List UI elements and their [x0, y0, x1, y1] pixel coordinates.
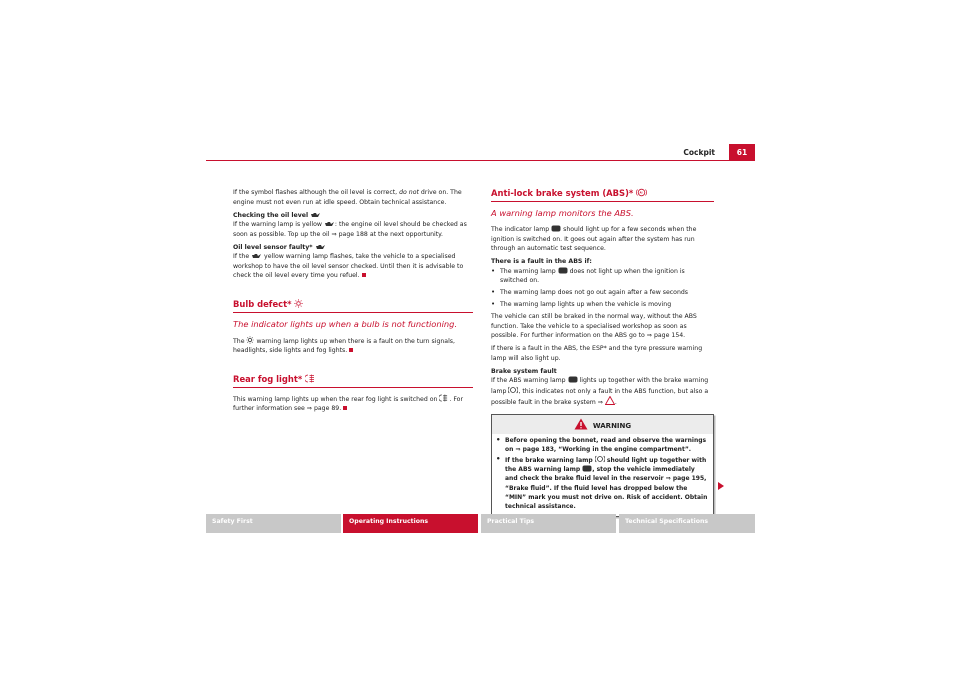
warning-item: • Before opening the bonnet, read and observe the warnings on ⇒ page 183, “Working in the engine compartment”. [496, 436, 709, 454]
tab-technical-specifications[interactable]: Technical Specifications [619, 514, 755, 533]
oil-intro-paragraph: If the symbol flashes although the oil level is correct, do not drive on. The engine must not even run at idle speed. Obtain technical assistance. [233, 189, 462, 206]
oil-can-icon [315, 244, 326, 250]
oil-can-icon [310, 212, 321, 218]
bulb-defect-subtitle: The indicator lights up when a bulb is not functioning. [233, 318, 458, 329]
page-header [206, 144, 755, 161]
rear-fog-light-icon [439, 394, 449, 402]
warning-box [491, 414, 714, 518]
tab-safety-first[interactable]: Safety First [206, 514, 341, 533]
abs-fault-item: • The warning lamp does not light up when the ignition is switched on. [491, 267, 714, 286]
abs-icon [582, 465, 592, 472]
abs-icon [636, 188, 647, 197]
oil-sensor-heading: Oil level sensor faulty* [233, 243, 473, 253]
abs-intro-paragraph: The indicator lamp should light up for a few seconds when the ignition is switched on. It goes out again after the system has run through an automatic test sequence. [491, 226, 697, 252]
abs-fault-heading: There is a fault in the ABS if: [491, 258, 592, 265]
oil-sensor-paragraph: If the yellow warning lamp flashes, take the vehicle to a specialised workshop to have the oil level sensor checked. Until then it is advisable to check the oil level every time you refuel. [233, 253, 464, 279]
abs-title: Anti-lock brake system (ABS)* [491, 188, 714, 202]
warning-triangle-icon [605, 396, 615, 405]
bulb-defect-title: Bulb defect* [233, 299, 473, 313]
oil-can-icon [324, 221, 335, 227]
oil-can-icon [251, 253, 262, 259]
section-end-marker [343, 406, 347, 410]
right-column [491, 188, 714, 517]
warning-triangle-icon [574, 418, 588, 430]
brake-warning-icon [508, 386, 518, 394]
abs-subtitle: A warning lamp monitors the ABS. [491, 208, 634, 218]
tab-operating-instructions[interactable]: Operating Instructions [343, 514, 478, 533]
abs-esp-paragraph: If there is a fault in the ABS, the ESP* and the tyre pressure warning lamp will also light up. [491, 345, 703, 362]
warning-body [492, 434, 713, 517]
chapter-title: Cockpit [683, 148, 715, 157]
header-rule [206, 160, 755, 161]
bulb-icon [294, 299, 303, 308]
checking-oil-paragraph: If the warning lamp is yellow : the engine oil level should be checked as soon as possible. Top up the oil ⇒ page 188 at the next opportunity. [233, 221, 467, 238]
next-page-arrow-icon[interactable] [718, 482, 724, 490]
abs-fault-item: • The warning lamp lights up when the vehicle is moving [491, 300, 714, 310]
warning-item: • If the brake warning lamp should light up together with the ABS warning lamp , stop the vehicle immediately and check the brake fluid level in the reservoir ⇒ page 195, “Brake fluid”. If the fluid level has dropped below the “MIN” mark you must not drive on. Risk of accident. Obtain technical assistance. [496, 455, 709, 511]
tab-practical-tips[interactable]: Practical Tips [481, 514, 616, 533]
checking-oil-heading: Checking the oil level [233, 211, 473, 221]
rear-fog-light-paragraph: This warning lamp lights up when the rear fog light is switched on . For further information see ⇒ page 89. [233, 395, 464, 412]
page-number: 61 [729, 144, 755, 161]
rear-fog-light-title: Rear fog light* [233, 374, 473, 388]
brake-warning-icon [595, 455, 605, 463]
bulb-defect-paragraph: The warning lamp lights up when there is a fault on the turn signals, headlights, side lights and fog lights. [233, 337, 455, 354]
abs-icon [568, 376, 578, 383]
brake-fault-paragraph: If the ABS warning lamp lights up together with the brake warning lamp , this indicates not only a fault in the ABS function, but also a possible fault in the brake system ⇒ . [491, 377, 709, 406]
abs-braking-paragraph: The vehicle can still be braked in the normal way, without the ABS function. Take the vehicle to a specialised workshop as soon as possible. For further information on the ABS go to ⇒ page 154. [491, 313, 697, 339]
rear-fog-light-icon [305, 374, 316, 383]
left-column [233, 188, 473, 417]
abs-icon [558, 267, 568, 274]
abs-icon [551, 225, 561, 232]
warning-header: WARNING [492, 415, 713, 434]
section-end-marker [349, 348, 353, 352]
section-end-marker [362, 273, 366, 277]
abs-fault-item: • The warning lamp does not go out again after a few seconds [491, 288, 714, 298]
brake-fault-heading: Brake system fault [491, 367, 557, 375]
